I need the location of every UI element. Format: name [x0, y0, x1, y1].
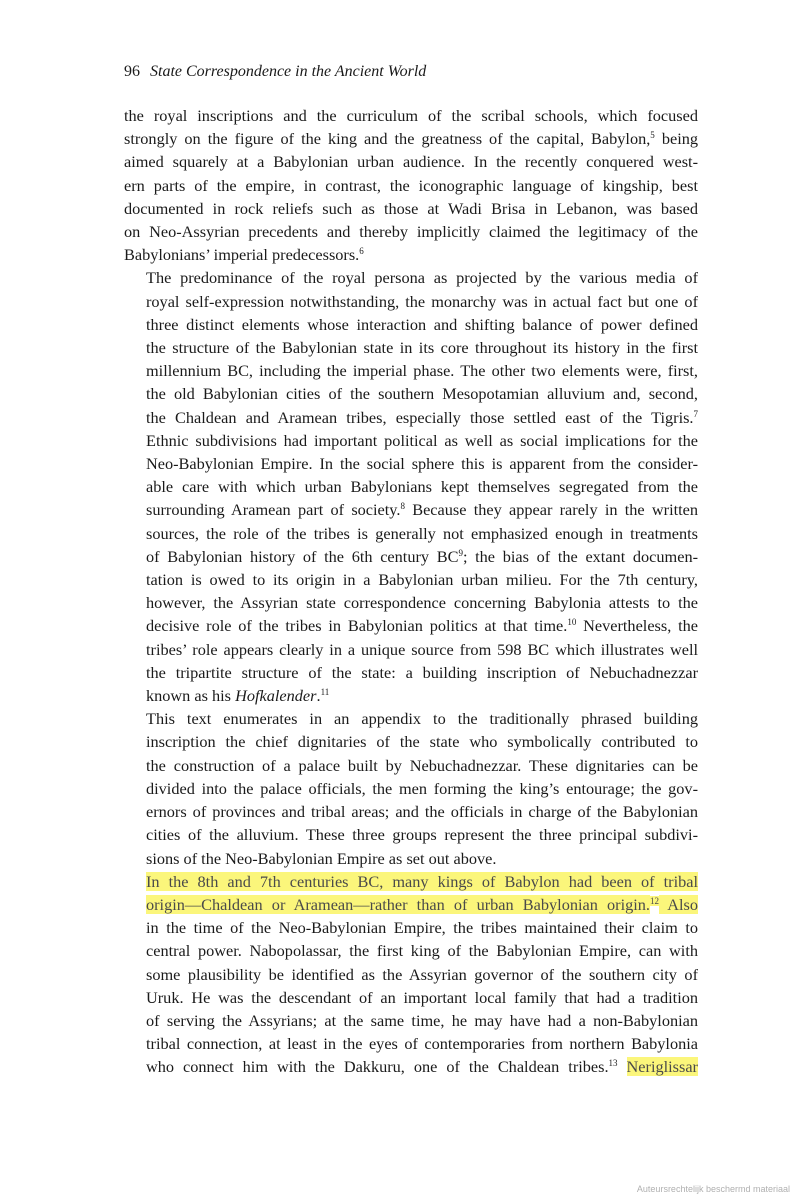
text-run: royal self-expression notwithstanding, the monarchy was in actual fact but one of — [146, 291, 698, 311]
text-line — [124, 313, 698, 336]
text-line — [124, 661, 698, 684]
paragraph — [124, 266, 698, 707]
text-line — [124, 336, 698, 359]
highlighted-text: Neriglissar — [626, 1057, 698, 1077]
text-line — [124, 1032, 698, 1055]
text-run: divided into the palace officials, the men forming the king’s entourage; the gov- — [146, 778, 698, 798]
text-line — [124, 939, 698, 962]
text-line — [124, 870, 698, 893]
text-run: however, the Assyrian state correspondence concerning Babylonia attests to the — [146, 593, 698, 613]
text-line — [124, 127, 698, 150]
running-header — [124, 62, 426, 82]
footnote-ref: 11 — [320, 687, 330, 698]
footnote-ref: 5 — [650, 130, 655, 141]
text-run: able care with which urban Babylonians kept themselves segregated from the — [146, 477, 698, 497]
text-line — [124, 197, 698, 220]
text-run: ; the bias of the extant documen- — [462, 546, 698, 566]
text-run: tribal connection, at least in the eyes of contemporaries from northern Babylonia — [146, 1034, 698, 1054]
text-run: some plausibility be identified as the Assyrian governor of the southern city of — [146, 964, 698, 984]
body-text — [124, 104, 698, 1079]
text-run: . — [316, 686, 321, 706]
text-run: decisive role of the tribes in Babylonian politics at that time. — [146, 616, 568, 636]
footnote-ref: 6 — [359, 246, 364, 257]
text-line — [124, 893, 698, 916]
text-line — [124, 243, 698, 266]
text-run: three distinct elements whose interaction and shifting balance of power defined — [146, 314, 698, 334]
text-line — [124, 568, 698, 591]
text-line — [124, 104, 698, 127]
text-line — [124, 359, 698, 382]
text-run: cities of the alluvium. These three groups represent the three principal subdivi- — [146, 825, 698, 845]
text-run: sions of the Neo-Babylonian Empire as set out above. — [146, 848, 497, 868]
text-run: of serving the Assyrians; at the same time, he may have had a non-Babylonian — [146, 1010, 698, 1030]
text-line — [124, 614, 698, 637]
text-line — [124, 986, 698, 1009]
text-run: aimed squarely at a Babylonian urban audience. In the recently conquered west- — [124, 152, 698, 172]
footnote-ref-highlighted: 12 — [649, 895, 659, 906]
text-line — [124, 406, 698, 429]
paragraph — [124, 870, 698, 1079]
text-run: Babylonians’ imperial predecessors. — [124, 245, 360, 265]
text-run: the Chaldean and Aramean tribes, especially those settled east of the Tigris. — [146, 407, 694, 427]
copyright-watermark: Auteursrechtelijk beschermd materiaal — [636, 1184, 790, 1194]
text-line — [124, 916, 698, 939]
text-line — [124, 545, 698, 568]
text-run: tation is owed to its origin in a Babylonian urban milieu. For the 7th century, — [146, 570, 698, 590]
text-run: who connect him with the Dakkuru, one of the Chaldean tribes. — [146, 1057, 609, 1077]
text-line — [124, 638, 698, 661]
footnote-ref: 10 — [567, 617, 577, 628]
text-line — [124, 823, 698, 846]
text-line — [124, 382, 698, 405]
text-line — [124, 150, 698, 173]
text-line — [124, 174, 698, 197]
text-run: known as his — [146, 686, 236, 706]
text-run: Neo-Babylonian Empire. In the social sphere this is apparent from the consider- — [146, 454, 698, 474]
text-line — [124, 963, 698, 986]
footnote-ref: 9 — [458, 547, 463, 558]
text-line — [124, 290, 698, 313]
text-run: The predominance of the royal persona as projected by the various media of — [146, 268, 698, 288]
text-line — [124, 498, 698, 521]
text-line — [124, 452, 698, 475]
text-line — [124, 707, 698, 730]
highlighted-text: origin—Chaldean or Aramean—rather than of urban Babylonian origin. — [146, 894, 650, 914]
text-run: ern parts of the empire, in contrast, the iconographic language of kingship, best — [124, 175, 698, 195]
text-run: Nevertheless, the — [576, 616, 698, 636]
text-run: central power. Nabopolassar, the first king of the Babylonian Empire, can with — [146, 941, 698, 961]
text-run: in the time of the Neo-Babylonian Empire, the tribes maintained their claim to — [146, 918, 698, 938]
paragraph — [124, 707, 698, 869]
text-line — [124, 777, 698, 800]
text-run: millennium BC, including the imperial phase. The other two elements were, first, — [146, 361, 698, 381]
highlighted-text: Also — [658, 894, 698, 914]
highlighted-text: In the 8th and 7th centuries BC, many kings of Babylon had been of tribal — [146, 871, 698, 891]
text-run: tribes’ role appears clearly in a unique source from 598 BC which illustrates well — [146, 639, 698, 659]
text-line — [124, 429, 698, 452]
text-run: sources, the role of the tribes is generally not emphasized enough in treatments — [146, 523, 698, 543]
text-run: the old Babylonian cities of the southern Mesopotamian alluvium and, second, — [146, 384, 698, 404]
text-run: documented in rock reliefs such as those at Wadi Brisa in Lebanon, was based — [124, 198, 698, 218]
footnote-ref: 8 — [400, 501, 405, 512]
text-line — [124, 266, 698, 289]
text-run: the structure of the Babylonian state in its core throughout its history in the first — [146, 338, 698, 358]
text-run: strongly on the figure of the king and the greatness of the capital, Babylon, — [124, 129, 651, 149]
page-number: 96 — [124, 63, 140, 80]
text-run: inscription the chief dignitaries of the state who symbolically contributed to — [146, 732, 698, 752]
text-line — [124, 1055, 698, 1078]
text-run: This text enumerates in an appendix to the traditionally phrased building — [146, 709, 698, 729]
text-line — [124, 1009, 698, 1032]
footnote-ref: 13 — [608, 1058, 618, 1069]
text-run: the tripartite structure of the state: a building inscription of Nebuchadnezzar — [146, 662, 698, 682]
text-run: of Babylonian history of the 6th century BC — [146, 546, 459, 566]
text-run: being — [654, 129, 698, 149]
text-run: ernors of provinces and tribal areas; and the officials in charge of the Babylonian — [146, 802, 698, 822]
text-run: Ethnic subdivisions had important political as well as social implications for the — [146, 430, 698, 450]
text-run — [618, 1057, 627, 1076]
text-line — [124, 684, 698, 707]
text-line — [124, 522, 698, 545]
text-line — [124, 220, 698, 243]
text-line — [124, 847, 698, 870]
text-run: the construction of a palace built by Nebuchadnezzar. These dignitaries can be — [146, 755, 698, 775]
text-line — [124, 754, 698, 777]
text-run: surrounding Aramean part of society. — [146, 500, 401, 520]
footnote-ref: 7 — [693, 408, 698, 419]
text-run: Because they appear rarely in the written — [404, 500, 698, 520]
running-title: State Correspondence in the Ancient World — [150, 63, 427, 80]
text-line — [124, 800, 698, 823]
paragraph — [124, 104, 698, 266]
italic-term: Hofkalender — [235, 686, 317, 706]
text-line — [124, 475, 698, 498]
text-run: the royal inscriptions and the curriculum of the scribal schools, which focused — [124, 106, 698, 125]
text-run: on Neo-Assyrian precedents and thereby implicitly claimed the legitimacy of the — [124, 222, 698, 242]
text-run: Uruk. He was the descendant of an important local family that had a tradition — [146, 987, 698, 1007]
text-line — [124, 591, 698, 614]
text-line — [124, 730, 698, 753]
